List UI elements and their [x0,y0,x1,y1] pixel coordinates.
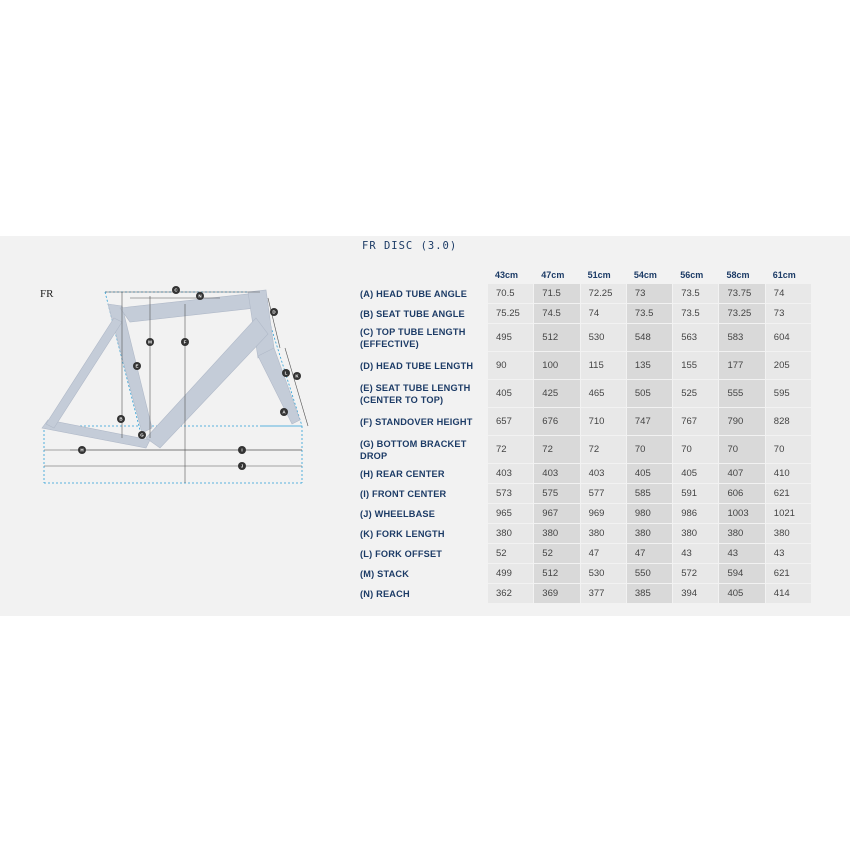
table-cell: 73.75 [719,284,764,303]
table-cell: 550 [627,564,672,583]
table-cell: 965 [488,504,533,523]
table-cell: 72.25 [581,284,626,303]
size-header: 54cm [633,270,657,280]
marker-i [238,446,246,454]
table-cell: 594 [719,564,764,583]
marker-a [280,408,288,416]
table-cell: 583 [719,324,764,351]
table-cell: 70 [627,436,672,463]
table-cell: 380 [627,524,672,543]
table-cell: 499 [488,564,533,583]
table-cell: 47 [627,544,672,563]
size-header: 61cm [772,270,796,280]
table-cell: 621 [766,484,811,503]
svg-text:I: I [241,447,243,453]
table-cell: 563 [673,324,718,351]
marker-f [181,338,189,346]
svg-text:E: E [135,363,139,369]
table-cell: 72 [534,436,579,463]
svg-text:L: L [284,370,288,376]
svg-text:B: B [119,416,123,422]
row-label: (I) FRONT CENTER [360,488,447,499]
table-cell: 403 [488,464,533,483]
table-cell: 380 [719,524,764,543]
table-row [360,408,812,435]
table-cell: 43 [766,544,811,563]
table-row [360,524,812,543]
table-cell: 73.5 [627,304,672,323]
table-row [360,324,812,351]
table-cell: 380 [488,524,533,543]
table-cell: 380 [673,524,718,543]
table-cell: 74 [581,304,626,323]
table-cell: 47 [581,544,626,563]
table-cell: 72 [488,436,533,463]
table-cell: 405 [627,464,672,483]
row-label: (L) FORK OFFSET [360,548,443,559]
table-cell: 73 [627,284,672,303]
table-cell: 405 [719,584,764,603]
table-row [360,484,812,503]
table-cell: 414 [766,584,811,603]
table-cell: 377 [581,584,626,603]
table-cell: 380 [581,524,626,543]
table-cell: 73.25 [719,304,764,323]
table-cell: 75.25 [488,304,533,323]
size-header-row [488,270,812,280]
marker-h [78,446,86,454]
table-cell: 676 [534,408,579,435]
table-cell: 73 [766,304,811,323]
marker-c [172,286,180,294]
table-cell: 465 [581,380,626,407]
table-cell: 73.5 [673,284,718,303]
row-label: (A) HEAD TUBE ANGLE [360,288,468,299]
table-cell: 177 [719,352,764,379]
row-label: (J) WHEELBASE [360,508,436,519]
table-row [360,284,812,303]
svg-text:K: K [295,373,299,379]
table-cell: 403 [534,464,579,483]
row-label: (H) REAR CENTER [360,468,445,479]
table-cell: 585 [627,484,672,503]
table-cell: 1003 [719,504,764,523]
svg-text:J: J [240,463,244,469]
table-cell: 548 [627,324,672,351]
table-cell: 405 [673,464,718,483]
table-cell: 657 [488,408,533,435]
table-cell: 980 [627,504,672,523]
size-header: 56cm [680,270,704,280]
table-cell: 380 [534,524,579,543]
table-cell: 362 [488,584,533,603]
table-cell: 969 [581,504,626,523]
table-cell: 572 [673,564,718,583]
table-cell: 70 [673,436,718,463]
table-cell: 70.5 [488,284,533,303]
table-cell: 403 [581,464,626,483]
table-cell: 155 [673,352,718,379]
marker-n [196,292,204,300]
geometry-title: FR DISC (3.0) [362,240,458,252]
marker-e [133,362,141,370]
table-cell: 52 [534,544,579,563]
svg-text:D: D [272,309,276,315]
table-cell: 205 [766,352,811,379]
table-cell: 512 [534,324,579,351]
table-cell: 967 [534,504,579,523]
table-row [360,464,812,483]
table-cell: 575 [534,484,579,503]
svg-text:A: A [282,409,286,415]
table-cell: 573 [488,484,533,503]
table-cell: 710 [581,408,626,435]
marker-m [146,338,154,346]
table-cell: 986 [673,504,718,523]
table-row [360,564,812,583]
table-cell: 407 [719,464,764,483]
table-cell: 495 [488,324,533,351]
marker-g [138,431,146,439]
table-cell: 72 [581,436,626,463]
table-cell: 71.5 [534,284,579,303]
table-cell: 591 [673,484,718,503]
table-cell: 505 [627,380,672,407]
table-cell: 512 [534,564,579,583]
table-cell: 90 [488,352,533,379]
table-row [360,304,812,323]
table-row [360,380,812,407]
table-row [360,436,812,463]
marker-l [282,369,290,377]
table-cell: 530 [581,324,626,351]
marker-b [117,415,125,423]
table-cell: 135 [627,352,672,379]
geometry-table [360,284,812,604]
table-cell: 555 [719,380,764,407]
svg-text:F: F [183,339,187,345]
marker-j [238,462,246,470]
marker-k [293,372,301,380]
table-cell: 621 [766,564,811,583]
table-row [360,584,812,603]
table-cell: 100 [534,352,579,379]
table-cell: 410 [766,464,811,483]
table-cell: 828 [766,408,811,435]
table-cell: 115 [581,352,626,379]
table-cell: 43 [719,544,764,563]
table-cell: 70 [766,436,811,463]
frame-geometry-diagram [30,278,320,498]
row-label: (C) TOP TUBE LENGTH (EFFECTIVE) [360,326,466,349]
table-cell: 525 [673,380,718,407]
size-header: 51cm [587,270,611,280]
table-cell: 43 [673,544,718,563]
row-label: (G) BOTTOM BRACKET DROP [360,438,467,461]
table-row [360,504,812,523]
table-cell: 606 [719,484,764,503]
table-cell: 73.5 [673,304,718,323]
svg-text:H: H [80,447,84,453]
table-cell: 74.5 [534,304,579,323]
table-cell: 70 [719,436,764,463]
row-label: (D) HEAD TUBE LENGTH [360,360,474,371]
table-cell: 1021 [766,504,811,523]
row-label: (N) REACH [360,588,410,599]
table-cell: 530 [581,564,626,583]
table-cell: 405 [488,380,533,407]
table-cell: 604 [766,324,811,351]
row-label: (K) FORK LENGTH [360,528,445,539]
svg-text:C: C [174,287,178,293]
marker-d [270,308,278,316]
size-header: 47cm [541,270,565,280]
row-label: (E) SEAT TUBE LENGTH (CENTER TO TOP) [360,382,471,405]
svg-text:M: M [148,339,152,345]
table-cell: 394 [673,584,718,603]
frame-label: FR [40,288,54,300]
table-cell: 747 [627,408,672,435]
svg-text:G: G [140,432,144,438]
table-cell: 385 [627,584,672,603]
table-cell: 369 [534,584,579,603]
table-cell: 595 [766,380,811,407]
table-cell: 52 [488,544,533,563]
row-label: (M) STACK [360,568,410,579]
row-label: (B) SEAT TUBE ANGLE [360,308,465,319]
table-cell: 767 [673,408,718,435]
table-cell: 577 [581,484,626,503]
size-header: 43cm [495,270,519,280]
table-cell: 790 [719,408,764,435]
table-row [360,352,812,379]
table-cell: 425 [534,380,579,407]
svg-text:N: N [198,293,202,299]
table-cell: 380 [766,524,811,543]
row-label: (F) STANDOVER HEIGHT [360,416,473,427]
size-header: 58cm [726,270,750,280]
table-cell: 74 [766,284,811,303]
table-row [360,544,812,563]
